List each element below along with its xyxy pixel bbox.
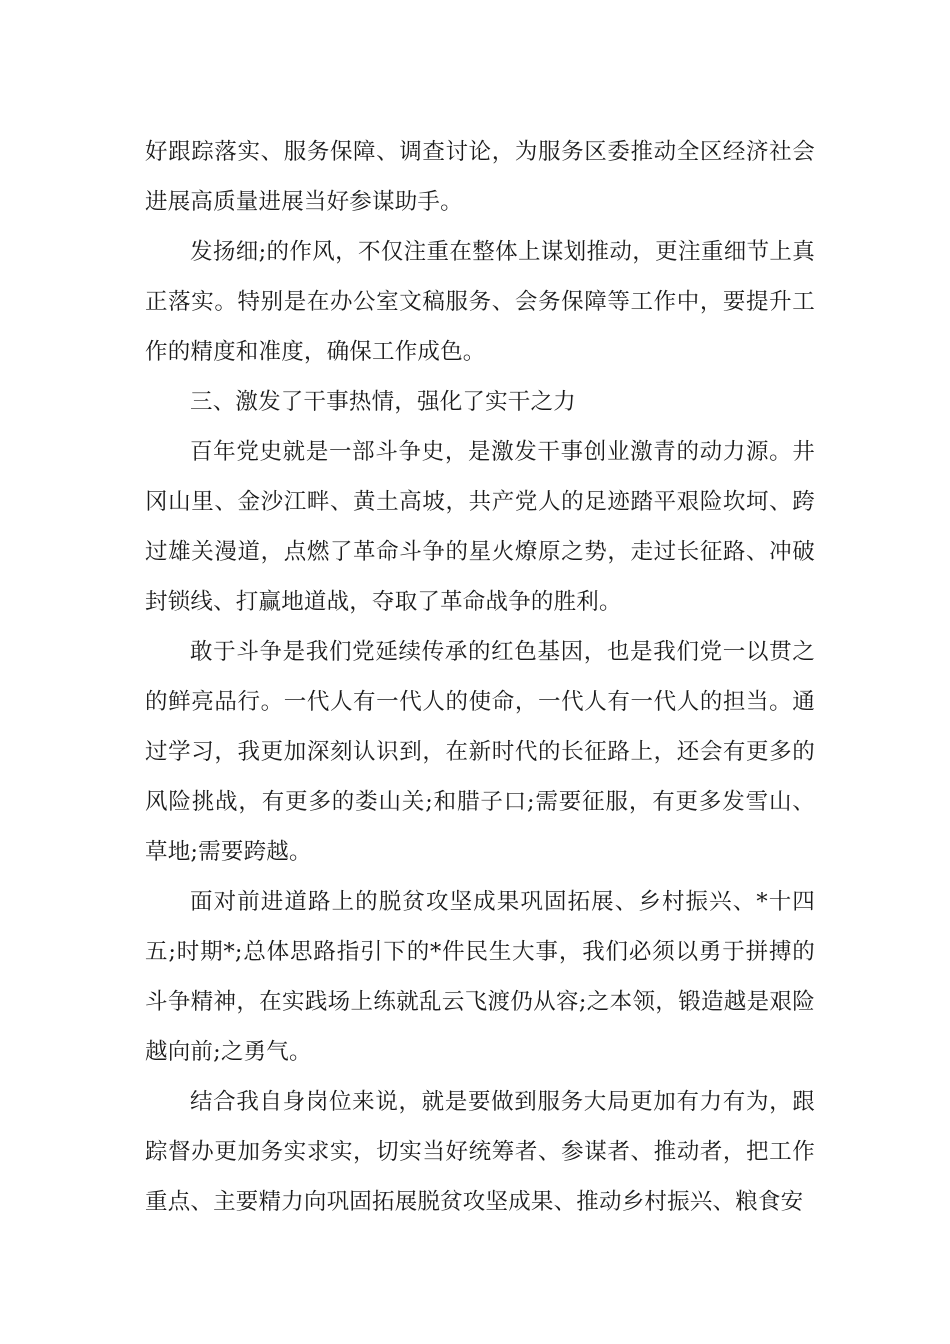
paragraph-7: 结合我自身岗位来说，就是要做到服务大局更加有力有为，跟踪督办更加务实求实，切实当好统筹者、参谋者、推动者，把工作重点、主要精力向巩固拓展脱贫攻坚成果、推动乡村振兴、粮食安 <box>145 1089 815 1215</box>
section-heading-3: 三、激发了干事热情，强化了实干之力 <box>190 389 576 415</box>
paragraph-6: 面对前进道路上的脱贫攻坚成果巩固拓展、乡村振兴、*十四五;时期*;总体思路指引下的*件民生大事，我们必须以勇于拼搏的斗争精神，在实践场上练就乱云飞渡仍从容;之本领，锻造越是艰险越向前;之勇气。 <box>145 889 815 1065</box>
paragraph-1: 好跟踪落实、服务保障、调查讨论，为服务区委推动全区经济社会进展高质量进展当好参谋助手。 <box>145 139 815 215</box>
paragraph-4: 百年党史就是一部斗争史，是激发干事创业激青的动力源。井冈山里、金沙江畔、黄土高坡，共产党人的足迹踏平艰险坎坷、跨过雄关漫道，点燃了革命斗争的星火燎原之势，走过长征路、冲破封锁线、打赢地道战，夺取了革命战争的胜利。 <box>145 439 815 615</box>
paragraph-2: 发扬细;的作风，不仅注重在整体上谋划推动，更注重细节上真正落实。特别是在办公室文稿服务、会务保障等工作中，要提升工作的精度和准度，确保工作成色。 <box>145 239 815 365</box>
paragraph-5: 敢于斗争是我们党延续传承的红色基因，也是我们党一以贯之的鲜亮品行。一代人有一代人的使命，一代人有一代人的担当。通过学习，我更加深刻认识到，在新时代的长征路上，还会有更多的风险挑战，有更多的娄山关;和腊子口;需要征服，有更多发雪山、草地;需要跨越。 <box>145 639 815 865</box>
document-body <box>145 127 815 1227</box>
